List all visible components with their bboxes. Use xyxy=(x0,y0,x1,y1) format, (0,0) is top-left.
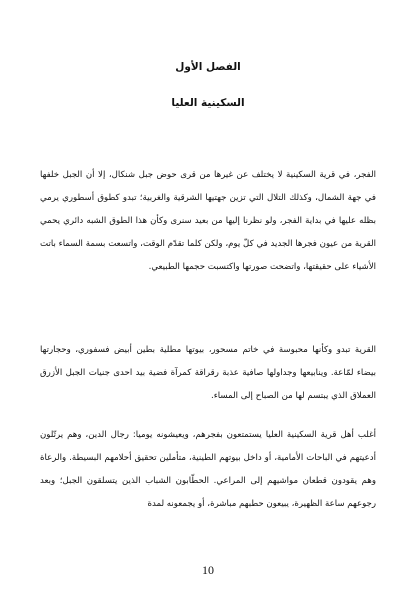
page-number: 10 xyxy=(202,563,214,577)
body-paragraph-2: القرية تبدو وكأنها محبوسة في خاتم مسحور، بيوتها مطلية بطين أبيض فسفوري، وحجارتها بيضاء لمّاعة. وينابيعها وجداولها صافية عذبة رقراقة كمرآة فضية بيد احدى جنيات الجبل الأزرق العملاق الذي يبتسم لها من الصباح إلى المساء. xyxy=(40,345,376,401)
body-paragraph-1: الفجر، في قرية السكينية لا يختلف عن غيرها من قرى حوض جبل شنكال، إلا أن الجبل خلفها في جهة الشمال، وكذلك التلال التي تزين جهتيها الشرقية والغربية؛ تبدو كطوق أسطوري يرمي بظله عليها في بداية الفجر، ولو نظرنا إليها من بعيد سنرى وكأن هذا الطوق الشبه دائري يحمي القرية من عيون فجرها الجديد في كلّ يوم، ولكن كلما تقدّم الوقت، واتسعت بسمة السماء باتت الأشياء على حقيقتها، واتضحت صورتها واكتسبت حجمها الطبيعي. xyxy=(40,170,376,272)
body-paragraph-3: أغلب أهل قرية السكينية العليا يستمتعون بفجرهم، ويعيشونه يوميا: رجال الدين، وهم يرتّلون أدعيتهم في الباحات الأمامية، أو داخل بيوتهم الطينية، متأملين تحقيق أحلامهم البسيطة. والرعاة وهم يقودون قطعان مواشيهم إلى المراعي. الحطّابون الشباب الذين يتسلقون الجبل؛ وبعد رجوعهم ساعة الظهيرة، يبيعون حطبهم مباشرة، أو يجمعونه لمدة xyxy=(40,430,376,509)
chapter-title: الفصل الأول xyxy=(175,61,241,73)
section-title: السكينية العليا xyxy=(171,97,245,109)
